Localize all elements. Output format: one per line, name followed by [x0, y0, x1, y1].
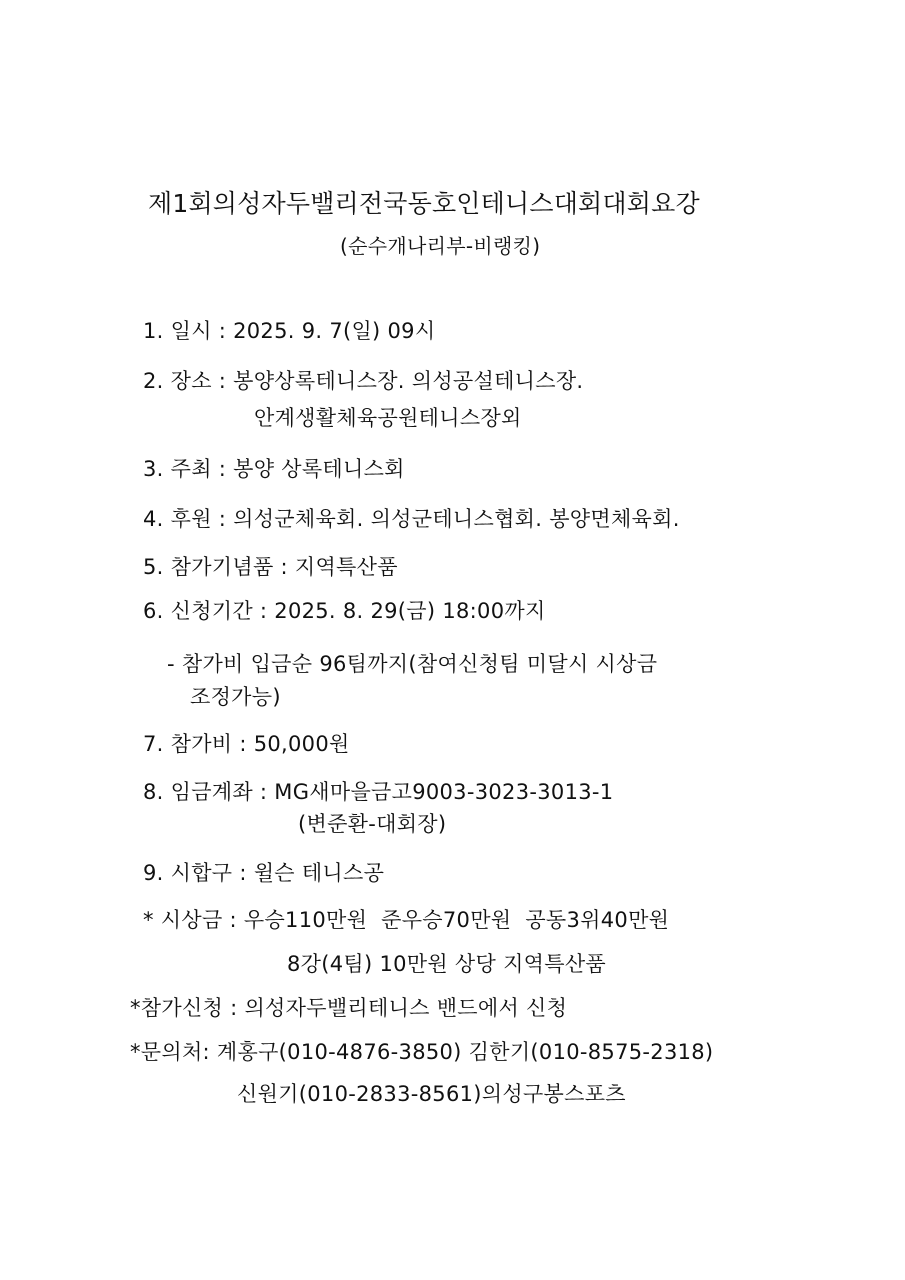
- item-fee: 7. 참가비 : 50,000원: [143, 732, 350, 756]
- document-subtitle: (순수개나리부-비랭킹): [340, 234, 541, 258]
- item-account-line1: 8. 임금계좌 : MG새마을금고9003-3023-3013-1: [143, 780, 614, 804]
- item-apply: *참가신청 : 의성자두밸리테니스 밴드에서 신청: [130, 996, 568, 1020]
- item-contact-line1: *문의처: 계홍구(010-4876-3850) 김한기(010-8575-2318): [130, 1040, 714, 1064]
- item-note-line2: 조정가능): [190, 685, 281, 709]
- item-note-line1: - 참가비 입금순 96팀까지(참여신청팀 미달시 시상금: [167, 652, 658, 676]
- item-host: 3. 주최 : 봉양 상록테니스회: [143, 457, 405, 481]
- item-contact-line2: 신원기(010-2833-8561)의성구봉스포츠: [237, 1082, 626, 1106]
- item-venue-line1: 2. 장소 : 봉양상록테니스장. 의성공설테니스장.: [143, 369, 584, 393]
- document-title: 제1회의성자두밸리전국동호인테니스대회대회요강: [148, 189, 700, 218]
- item-date: 1. 일시 : 2025. 9. 7(일) 09시: [143, 319, 436, 343]
- item-prize-line2: 8강(4팀) 10만원 상당 지역특산품: [287, 952, 606, 976]
- item-venue-line2: 안계생활체육공원테니스장외: [254, 406, 522, 430]
- item-souvenir: 5. 참가기념품 : 지역특산품: [143, 555, 398, 579]
- item-account-line2: (변준환-대회장): [298, 812, 447, 836]
- item-ball: 9. 시합구 : 윌슨 테니스공: [143, 861, 385, 885]
- item-sponsor: 4. 후원 : 의성군체육회. 의성군테니스협회. 봉양면체육회.: [143, 507, 680, 531]
- item-period: 6. 신청기간 : 2025. 8. 29(금) 18:00까지: [143, 599, 546, 623]
- item-prize-line1: * 시상금 : 우승110만원 준우승70만원 공동3위40만원: [143, 908, 670, 932]
